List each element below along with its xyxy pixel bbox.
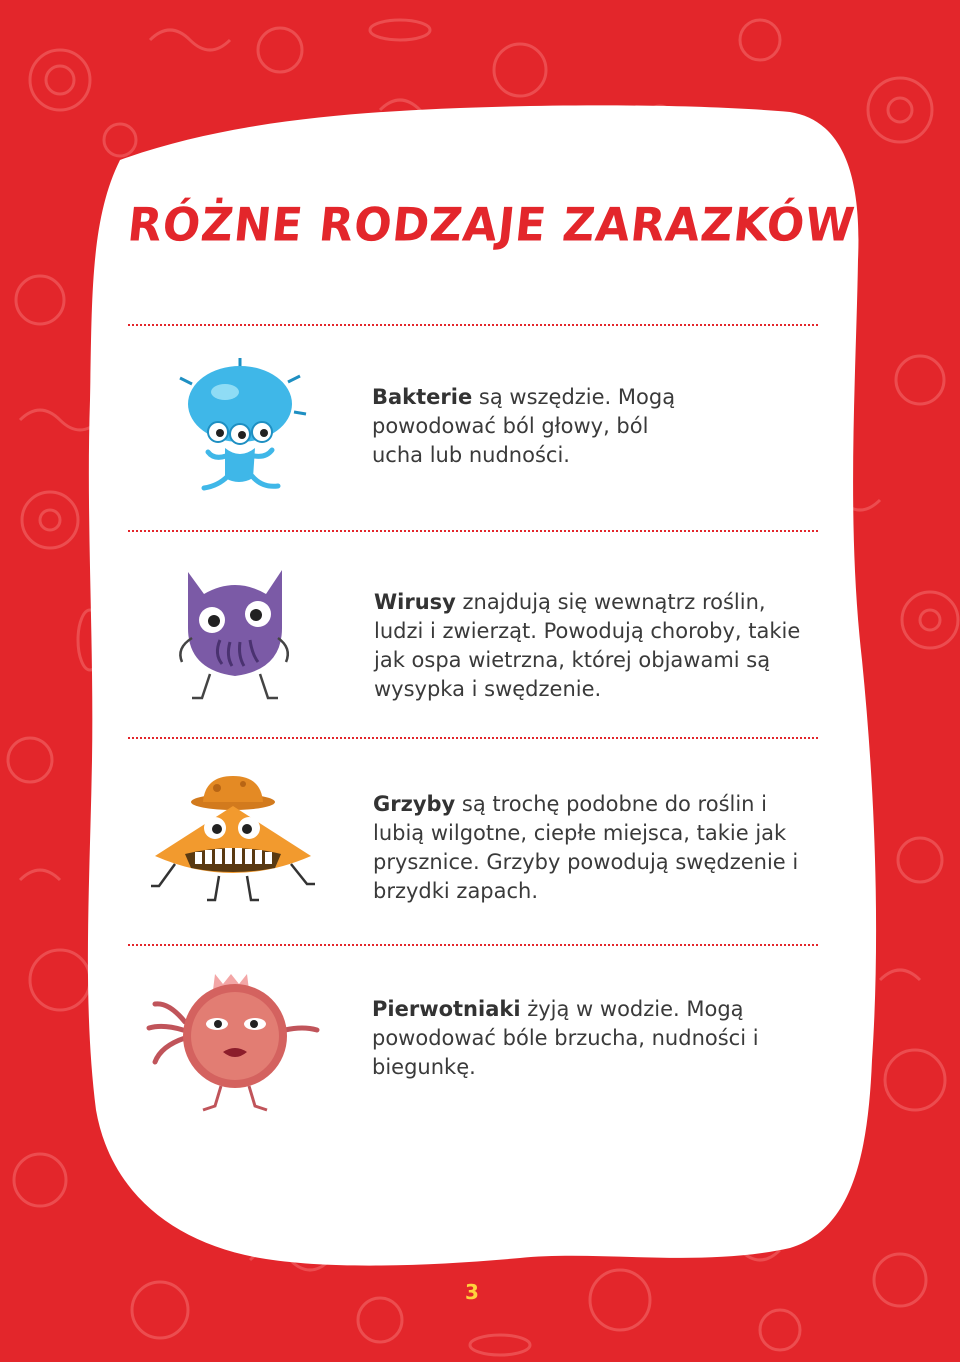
page-number: 3 — [465, 1280, 479, 1304]
entry-term: Grzyby — [373, 792, 456, 816]
entry-text: są wszędzie. Mogą powodować ból głowy, ból ucha lub nudności. — [372, 385, 676, 467]
entry-text: są trochę podobne do roślin i lubią wilgotne, ciepłe miejsca, takie jak prysznice. Grzyby powodują swędzenie i brzydki zapach. — [373, 792, 799, 903]
dotted-divider — [128, 530, 818, 532]
entry-term: Bakterie — [372, 385, 473, 409]
entry-text: żyją w wodzie. Mogą powodować bóle brzucha, nudności i biegunkę. — [372, 997, 759, 1079]
blue-bacteria-icon — [170, 352, 310, 497]
entry-protozoa — [372, 995, 792, 1082]
entry-fungi — [373, 790, 813, 906]
entry-text: znajdują się wewnątrz roślin, ludzi i zwierząt. Powodują choroby, takie jak ospa wietrzna, której objawami są wysypka i swędzenie. — [374, 590, 801, 701]
dotted-divider — [128, 324, 818, 326]
entry-bacteria — [372, 383, 702, 470]
entry-term: Pierwotniaki — [372, 997, 521, 1021]
dotted-divider — [128, 737, 818, 739]
entry-viruses — [374, 588, 814, 704]
entry-term: Wirusy — [374, 590, 456, 614]
orange-fungus-icon — [145, 772, 320, 912]
purple-virus-icon — [170, 558, 300, 713]
page-title: RÓŻNE RODZAJE ZARAZKÓW — [125, 198, 858, 253]
dotted-divider — [128, 944, 818, 946]
pink-protozoa-icon — [145, 966, 325, 1116]
